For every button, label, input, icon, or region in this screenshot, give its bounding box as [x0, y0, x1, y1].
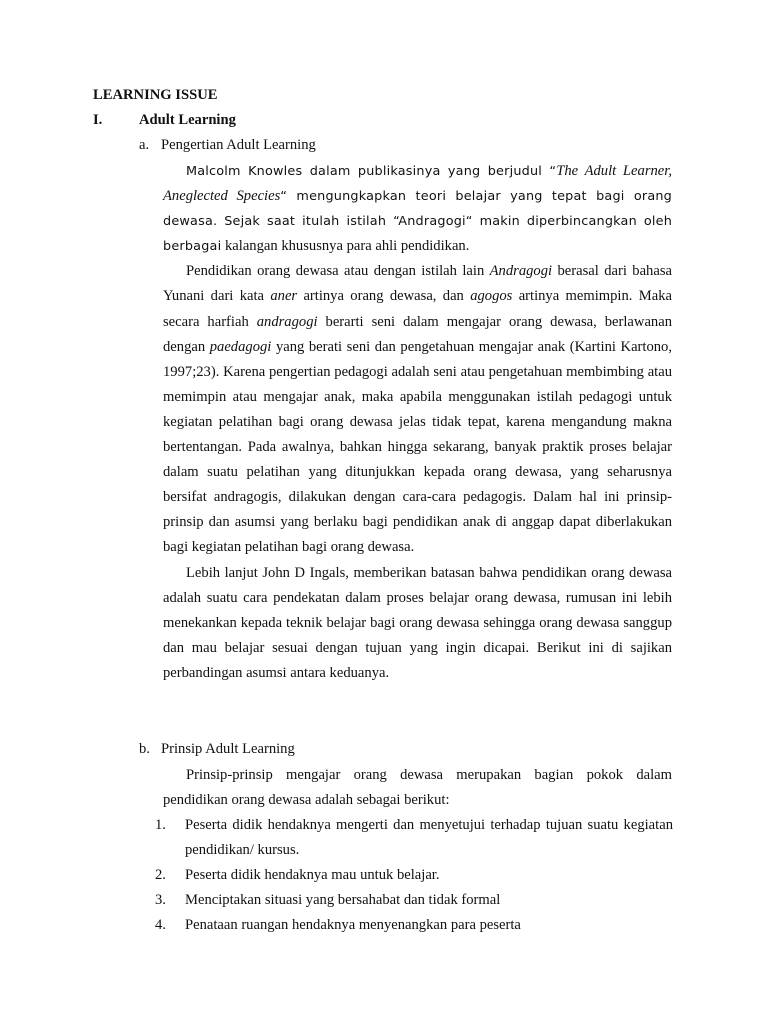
subsection-a-marker: a.	[139, 137, 150, 153]
subsection-b-title: Prinsip Adult Learning	[161, 741, 295, 757]
list-item: 3. Menciptakan situasi yang bersahabat dan tidak formal	[155, 892, 501, 909]
paragraph-andragogi: Pendidikan orang dewasa atau dengan istilah lain Andragogi berasal dari bahasa Yunani dari kata aner artinya orang dewasa, dan agogos artinya memimpin. Maka secara harfiah andragogi berarti seni dalam mengajar orang dewasa, berlawanan dengan paedagogi yang berati seni dan pengetahuan mengajar anak (Kartini Kartono, 1997;23). Karena pengertian pedagogi adalah seni atau pengetahuan membimbing atau memimpin atau mengajar anak, maka apabila menggunakan istilah pedagogi untuk kegiatan pelatihan bagi orang dewasa jelas tidak tepat, karena mengandung makna bertentangan. Pada awalnya, bahkan hingga sekarang, banyak praktik proses belajar dalam suatu pelatihan yang ditunjukkan kepada orang dewasa, yang seharusnya bersifat andragogis, dilakukan dengan cara-cara pedagogis. Dalam hal ini prinsip-prinsip dan asumsi yang berlaku bagi pendidikan anak di anggap dapat diberlakukan bagi kegiatan pelatihan bagi orang dewasa.	[163, 263, 672, 556]
paragraph-ingals: Lebih lanjut John D Ingals, memberikan batasan bahwa pendidikan orang dewasa adalah suatu cara pendekatan dalam proses belajar orang dewasa, rumusan ini lebih menekankan kepada teknik belajar bagi orang dewasa sehingga orang dewasa sanggup dan mau belajar sesuai dengan tujuan yang ingin dicapai. Berikut ini di sajikan perbandingan asumsi antara keduanya.	[163, 564, 672, 681]
list-item: 2. Peserta didik hendaknya mau untuk belajar.	[155, 867, 440, 884]
page-heading: LEARNING ISSUE	[93, 87, 218, 103]
paragraph-knowles: Malcolm Knowles dalam publikasinya yang berjudul “The Adult Learner, Aneglected Species“ mengungkapkan teori belajar yang tepat bagi orang dewasa. Sejak saat itulah istilah “Andragogi“ makin diperbincangkan oleh berbagai kalangan khususnya para ahli pendidikan.	[163, 163, 672, 255]
subsection-a-title: Pengertian Adult Learning	[161, 137, 316, 153]
section-title: Adult Learning	[139, 112, 236, 128]
subsection-b-body	[163, 763, 672, 813]
list-item: 1. Peserta didik hendaknya mengerti dan menyetujui terhadap tujuan suatu kegiatan pendidikan/ kursus.	[155, 817, 673, 859]
paragraph-prinsip-intro: Prinsip-prinsip mengajar orang dewasa merupakan bagian pokok dalam pendidikan orang dewasa adalah sebagai berikut:	[163, 767, 672, 809]
subsection-a-body	[163, 159, 672, 686]
list-item: 4. Penataan ruangan hendaknya menyenangkan para peserta	[155, 917, 521, 934]
principles-list	[155, 813, 673, 938]
section-number: I.	[93, 112, 103, 128]
subsection-b-marker: b.	[139, 741, 150, 757]
